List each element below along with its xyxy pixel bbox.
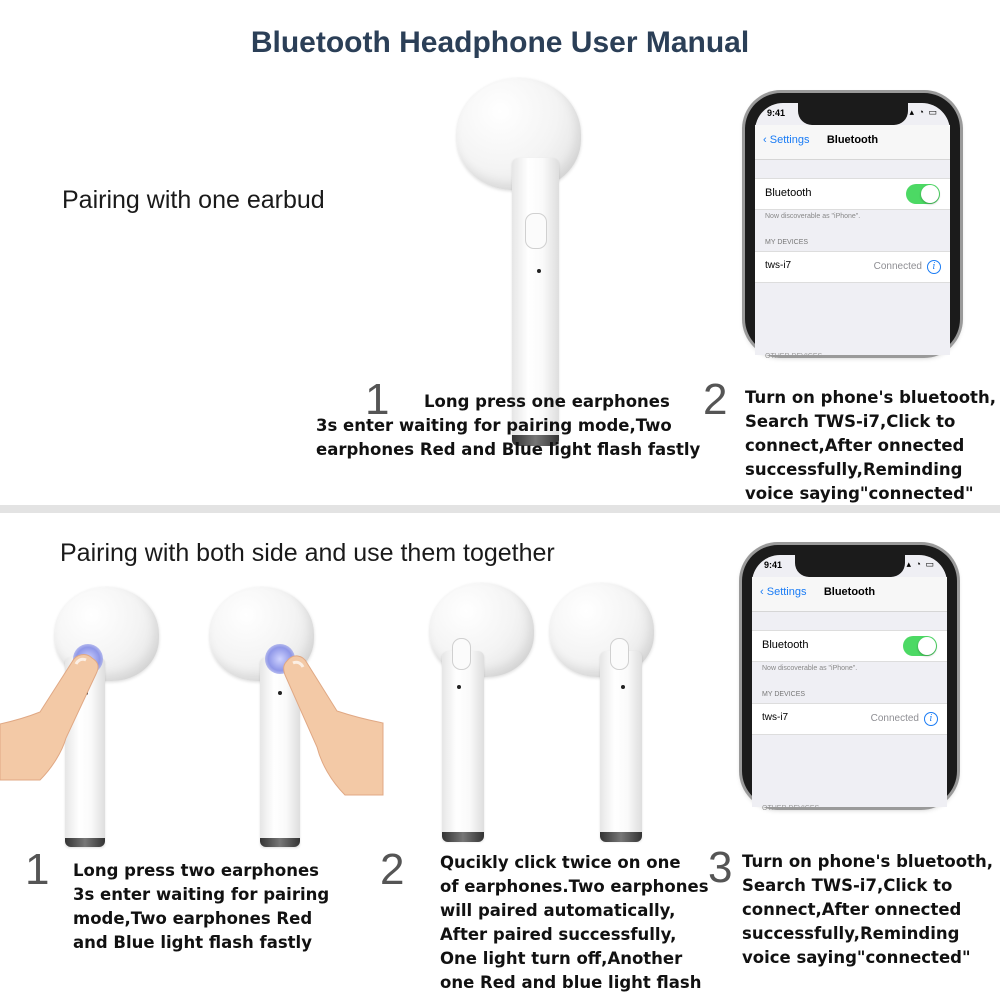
bluetooth-toggle[interactable] [906,184,940,204]
discoverable-text: Now discoverable as "iPhone". [765,213,861,220]
section2-step1-text: Long press two earphones 3s enter waiting for pairing mode,Two earphones Red and Blue light flash fastly [73,861,330,952]
bluetooth-toggle[interactable] [903,636,937,656]
battery-icon: ▴ ◔ ▭ [906,559,935,569]
bluetooth-label: Bluetooth [762,639,809,651]
device-status: Connected [870,713,919,724]
nav-title: Bluetooth [823,586,876,598]
step-number: 2 [703,375,728,424]
info-icon[interactable]: i [927,260,941,274]
settings-back-link[interactable]: ‹ Settings [760,586,807,598]
settings-back-link[interactable]: ‹ Settings [763,134,810,146]
step-number: 1 [25,845,50,894]
finger-icon [0,640,110,780]
device-status: Connected [873,261,922,272]
step-number: 3 [708,843,733,892]
status-time: 9:41 [767,108,786,118]
section2-step3-text: Turn on phone's bluetooth, Search TWS-i7,Click to connect,After onnected successfully,Reminding voice saying"connected" [742,852,993,967]
section2-step2-text: Qucikly click twice on one of earphones.Two earphones will paired automatically, After paired successfully, One light turn off,Another one Red and blue light flash [440,853,709,992]
section1-step2-text: Turn on phone's bluetooth, Search TWS-i7,Click to connect,After onnected successfully,Reminding voice saying"connected" [745,388,996,503]
nav-title: Bluetooth [826,134,879,146]
earbud-icon [455,78,585,378]
other-devices-label: OTHER DEVICES [762,805,820,812]
step-number: 1 [365,375,390,424]
my-devices-label: MY DEVICES [765,239,809,246]
section1-step1-text: Long press one earphones 3s enter waiting for pairing mode,Two earphones Red and Blue light flash fastly [316,392,701,459]
discoverable-text: Now discoverable as "iPhone". [762,665,858,672]
wifi-icon: ▴ ◔ ▭ [909,107,938,117]
phone-icon [745,93,960,360]
section-divider [0,505,1000,513]
step-number: 2 [380,845,405,894]
info-icon[interactable]: i [924,712,938,726]
section2-heading: Pairing with both side and use them together [60,539,555,567]
earbud-icon [548,583,658,843]
phone-icon [742,545,957,812]
bluetooth-row [752,630,947,662]
device-name: tws-i7 [762,712,789,723]
status-time: 9:41 [764,560,783,570]
bluetooth-row [755,178,950,210]
finger-icon [275,645,385,795]
my-devices-label: MY DEVICES [762,691,806,698]
device-row[interactable] [752,703,947,735]
section1-heading: Pairing with one earbud [62,186,325,214]
page-title: Bluetooth Headphone User Manual [250,26,750,59]
device-row[interactable] [755,251,950,283]
other-devices-label: OTHER DEVICES [765,353,823,360]
earbud-icon [428,583,538,843]
bluetooth-label: Bluetooth [765,187,812,199]
device-name: tws-i7 [765,260,792,271]
